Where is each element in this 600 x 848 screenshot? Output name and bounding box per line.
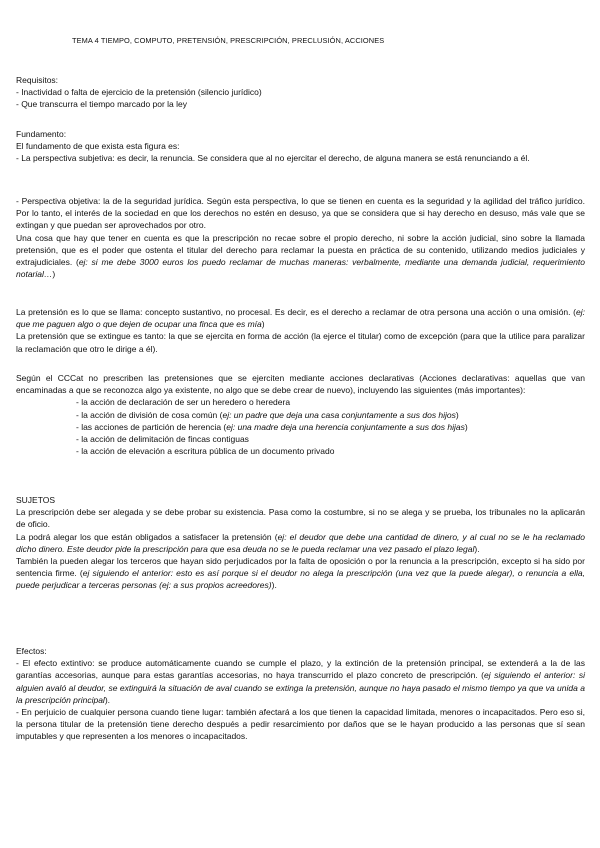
efectos-paragraph: - En perjuicio de cualquier persona cuando tiene lugar: también afectará a los que tienen la capacidad limitada, menores o incapacitados. Pero eso si, la persona titular de la pretensión tiene derecho después a pedir resarcimiento por daños que se le hayan producido a las personas que sí sean imputables y que representen a los menores o incapacitados. [16, 707, 585, 742]
sujetos-paragraph: La podrá alegar los que están obligados a satisfacer la pretensión (ej: el deudor que debe una cantidad de dinero, y al cual no se le ha reclamado dicho dinero. Este deudor pide la prescripción para que esa deuda no se le pueda reclamar una vez pasado el plazo legal). [16, 531, 585, 554]
cccat-section [16, 372, 585, 457]
accion-list-item: - la acción de delimitación de fincas contiguas [76, 434, 249, 445]
pretension-extingue: La pretensión que se extingue es tanto: la que se ejercita en forma de acción (la ejerce el titular) como de excepción (para que la utilice para paralizar la reclamación que otro le dirige a él). [16, 331, 585, 354]
fundamento-subjetiva: - La perspectiva subjetiva: es decir, la renuncia. Se considera que al no ejercitar el derecho, de alguna manera se está renunciando a él. [16, 153, 530, 164]
sujetos-paragraph: También la pueden alegar los terceros que hayan sido perjudicados por la falta de oposición o por la renuncia a la prescripción, excepto si ha sido por sentencia firme. (ej siguiendo el anterior: esto es así porque si el deudor no alega la prescripción (una vez que la puede alegar), o renuncia a ella, puede perjudicar a terceras personas (ej: a sus propios acreedores)). [16, 556, 585, 591]
sujetos-section [16, 494, 585, 592]
fundamento-objetiva-section [16, 195, 585, 280]
accion-list-item: - la acción de elevación a escritura pública de un documento privado [76, 446, 335, 457]
efectos-paragraph: - El efecto extintivo: se produce automáticamente cuando se cumple el plazo, y la extinción de la pretensión principal, se extenderá a la de las garantías accesorias, aunque para estas garantías accesorias, no haya transcurrido el plazo concreto de prescripción. (ej siguiendo el anterior: si alguien avaló al deudor, se extinguirá la situación de aval cuando se extinga la pretensión, aunque no haya pasado el mismo tiempo ya que va unida a la prescripción principal). [16, 658, 586, 705]
requisito-item: - Que transcurra el tiempo marcado por la ley [16, 99, 188, 110]
accion-list-item: - la acción de división de cosa común (ej: un padre que deja una casa conjuntamente a sus dos hijos) [76, 409, 459, 420]
fundamento-heading: Fundamento: [16, 129, 67, 139]
accion-list-item: - las acciones de partición de herencia (ej: una madre deja una herencia conjuntamente a sus dos hijas) [76, 421, 468, 432]
sujetos-paragraph: La prescripción debe ser alegada y se debe probar su existencia. Pasa como la costumbre, si no se alega y se prueba, los tribunales no la aplicarán de oficio. [16, 507, 585, 530]
requisitos-heading: Requisitos: [16, 75, 59, 85]
sujetos-heading: SUJETOS [16, 495, 56, 505]
requisito-item: - Inactividad o falta de ejercicio de la pretensión (silencio jurídico) [16, 87, 262, 98]
fundamento-section [16, 128, 585, 165]
fundamento-pretension-note: Una cosa que hay que tener en cuenta es que la prescripción no recae sobre el propio derecho, ni sobre la acción judicial, sino sobre la llamada pretensión, que es el poder que ostenta el titular del derecho para reclamar la puesta en práctica de su contenido, utilizando medios judiciales y extrajudiciales. (ej: si me debe 3000 euros los puedo reclamar de muchas maneras: verbalmente, mediante una demanda judicial, requerimiento notarial…) [16, 232, 585, 280]
pretension-paragraph: La pretensión es lo que se llama: concepto sustantivo, no procesal. Es decir, es el derecho a reclamar de otra persona una acción o una omisión. (ej: que me paguen algo o que dejen de ocupar una finca que es mía) [16, 307, 585, 330]
efectos-section [16, 645, 585, 743]
pretension-section [16, 306, 585, 355]
page-title: TEMA 4 TIEMPO, COMPUTO, PRETENSIÓN, PRESCRIPCIÓN, PRECLUSIÓN, ACCIONES [72, 36, 385, 45]
accion-list-item: - la acción de declaración de ser un heredero o heredera [76, 397, 291, 408]
fundamento-objetiva: - Perspectiva objetiva: la de la seguridad jurídica. Según esta perspectiva, lo que se tienen en cuenta es la seguridad y la agilidad del tráfico jurídico. Por lo tanto, el interés de la sociedad en que los derechos no estén en desuso, ya que se considera que si hay derecho en desuso, más vale que se extingan y que puedan ser aprovechados por otro. [16, 196, 585, 231]
cccat-intro: Según el CCCat no prescriben las pretensiones que se ejerciten mediante acciones declarativas (Acciones declarativas: aquellas que van encaminadas a que se reconozca algo ya existente, no algo que se debe crear de nuevo), incluyendo las siguientes (más importantes): [16, 373, 585, 396]
requisitos-section [16, 74, 585, 111]
fundamento-intro: El fundamento de que exista esta figura es: [16, 141, 180, 152]
efectos-heading: Efectos: [16, 646, 47, 656]
